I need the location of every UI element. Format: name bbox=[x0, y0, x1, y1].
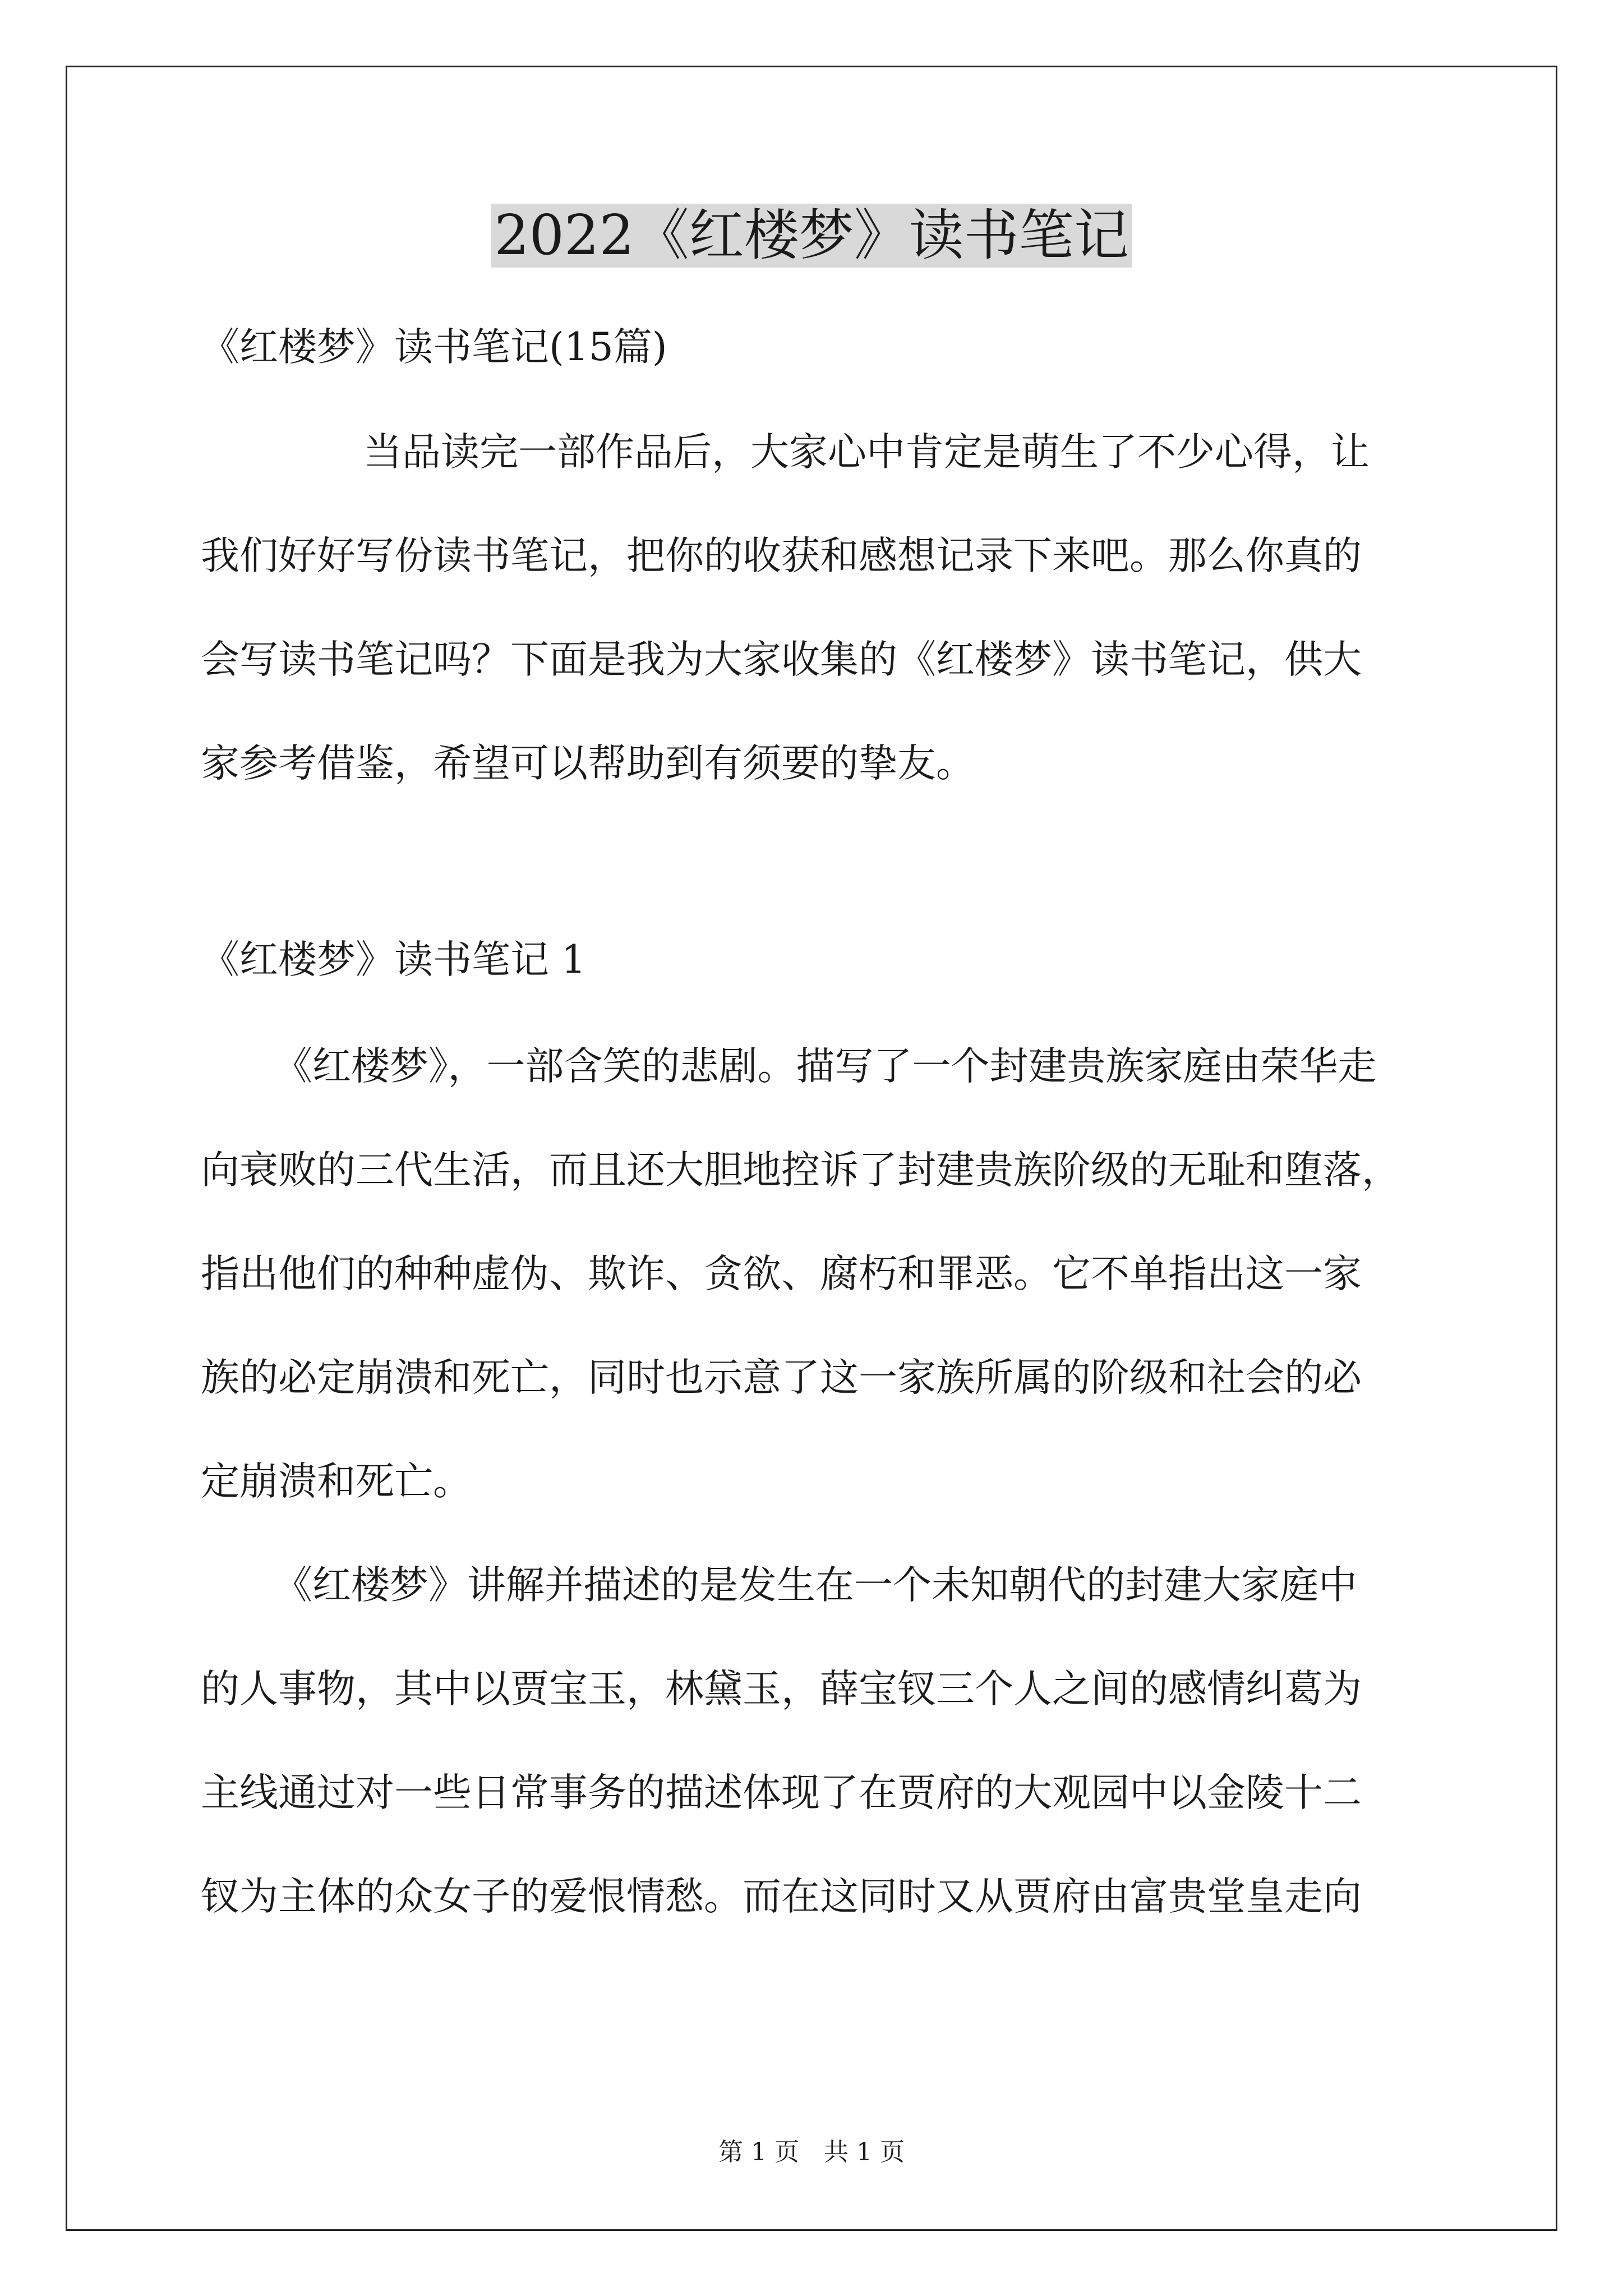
section-heading: 《红楼梦》读书笔记 1 bbox=[201, 937, 586, 982]
paragraph-line: 定崩溃和死亡。 bbox=[201, 1459, 472, 1504]
document-title bbox=[0, 194, 1623, 278]
paragraph-line: 的人事物，其中以贾宝玉，林黛玉，薛宝钗三个人之间的感情纠葛为 bbox=[201, 1667, 1362, 1711]
paragraph-line: 指出他们的种种虚伪、欺诈、贪欲、腐朽和罪恶。它不单指出这一家 bbox=[201, 1251, 1362, 1296]
collection-heading: 《红楼梦》读书笔记(15篇) bbox=[201, 325, 667, 370]
intro-line: 我们好好写份读书笔记，把你的收获和感想记录下来吧。那么你真的 bbox=[201, 533, 1362, 578]
intro-line: 会写读书笔记吗？下面是我为大家收集的《红楼梦》读书笔记，供大 bbox=[201, 637, 1362, 682]
page-footer: 第 1 页 共 1 页 bbox=[718, 2138, 905, 2166]
document-title-text: 2022《红楼梦》读书笔记 bbox=[491, 204, 1132, 268]
paragraph-line: 族的必定崩溃和死亡，同时也示意了这一家族所属的阶级和社会的必 bbox=[201, 1355, 1362, 1400]
paragraph-line: 《红楼梦》，一部含笑的悲剧。描写了一个封建贵族家庭由荣华走 bbox=[274, 1044, 1377, 1089]
paragraph-line: 向衰败的三代生活，而且还大胆地控诉了封建贵族阶级的无耻和堕落， bbox=[201, 1148, 1400, 1193]
paragraph-line: 主线通过对一些日常事务的描述体现了在贾府的大观园中以金陵十二 bbox=[201, 1770, 1362, 1815]
intro-line: 当品读完一部作品后，大家心中肯定是萌生了不少心得，让 bbox=[363, 430, 1370, 475]
intro-line: 家参考借鉴，希望可以帮助到有须要的挚友。 bbox=[201, 741, 975, 786]
paragraph-line: 《红楼梦》讲解并描述的是发生在一个未知朝代的封建大家庭中 bbox=[274, 1563, 1357, 1608]
paragraph-line: 钗为主体的众女子的爱恨情愁。而在这同时又从贾府由富贵堂皇走向 bbox=[201, 1874, 1362, 1919]
